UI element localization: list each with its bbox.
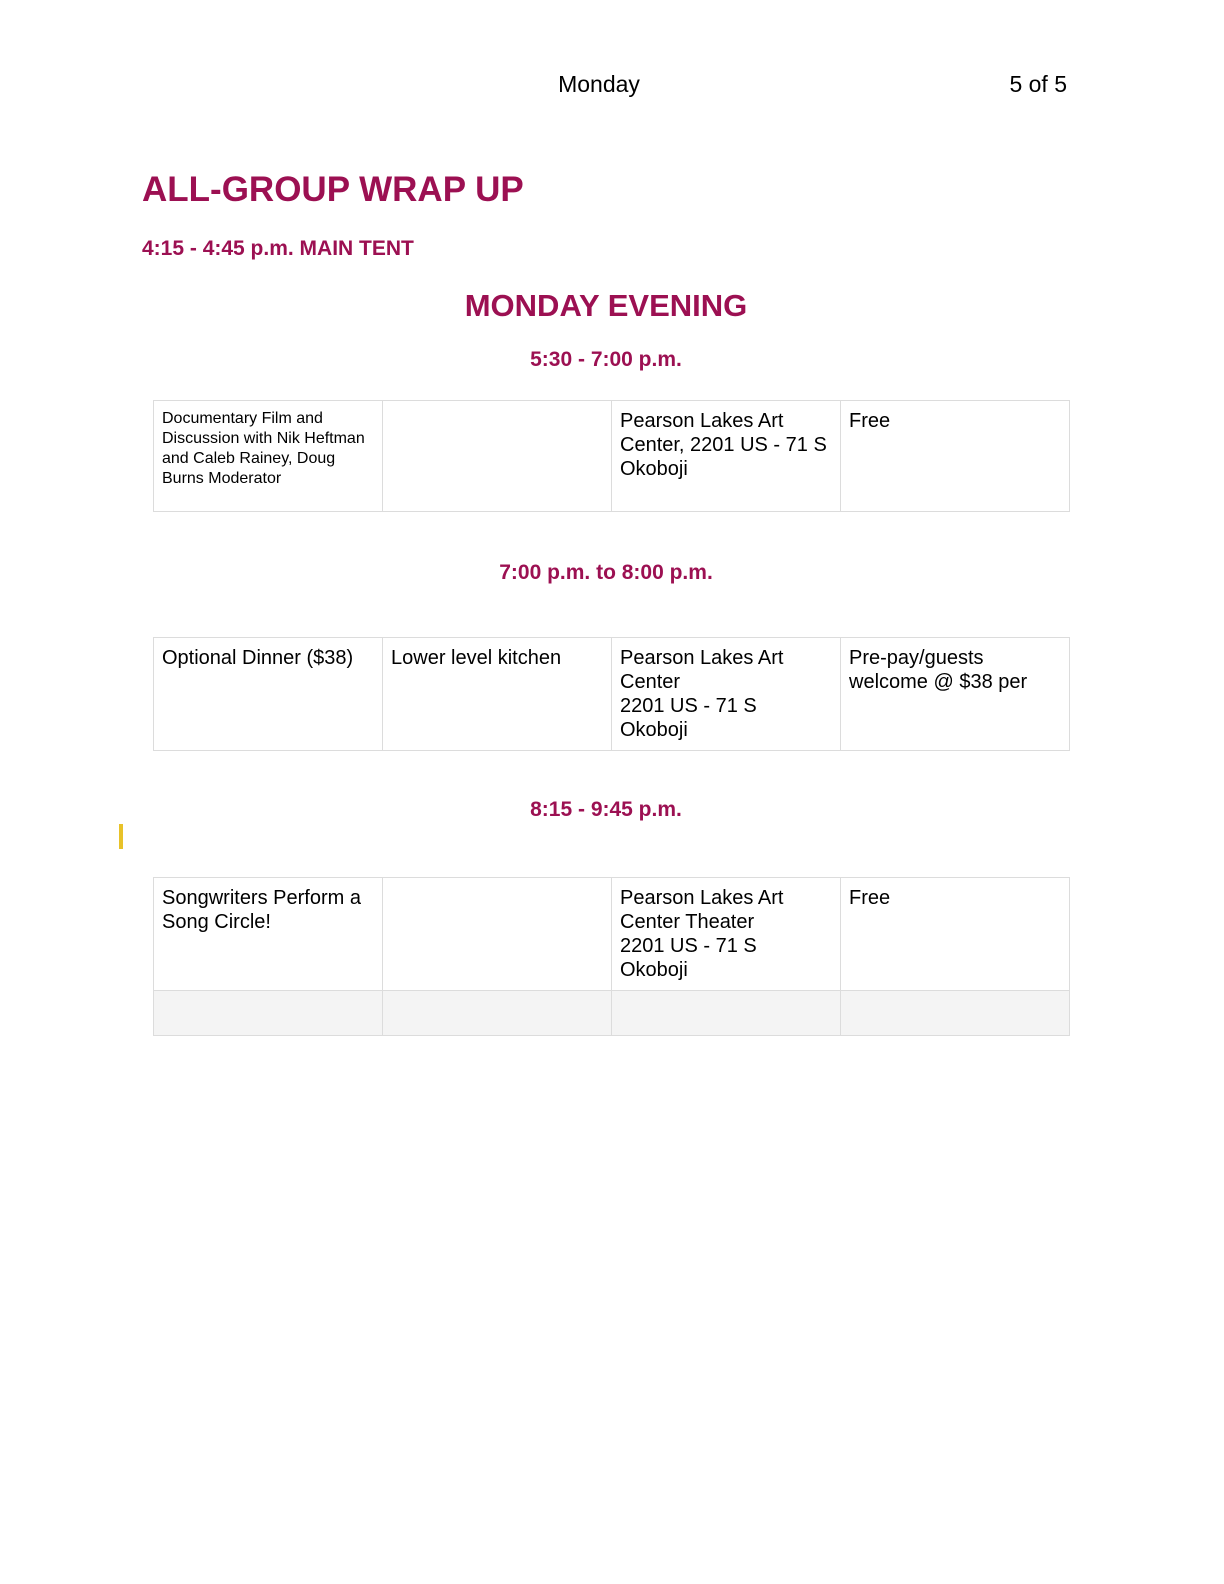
table-row xyxy=(154,878,1070,991)
empty-cell[interactable] xyxy=(612,991,841,1036)
session-table xyxy=(153,400,1070,512)
empty-table-row xyxy=(154,991,1070,1036)
running-header-title: Monday xyxy=(558,71,640,97)
event-cell[interactable]: Songwriters Perform a Song Circle! xyxy=(154,878,383,991)
table-row xyxy=(154,638,1070,751)
event-cell[interactable]: Optional Dinner ($38) xyxy=(154,638,383,751)
session-time-heading: 7:00 p.m. to 8:00 p.m. xyxy=(499,561,713,584)
session-table xyxy=(153,637,1070,751)
location-line: Pearson Lakes Art Center Theater xyxy=(620,887,784,933)
empty-cell[interactable] xyxy=(841,991,1070,1036)
wrap-up-time: 4:15 - 4:45 p.m. MAIN TENT xyxy=(142,237,414,260)
empty-cell[interactable] xyxy=(383,991,612,1036)
location-cell[interactable]: Pearson Lakes Art Center, 2201 US - 71 S Okoboji xyxy=(612,401,841,512)
location-cell[interactable] xyxy=(612,638,841,751)
location-line: Pearson Lakes Art Center xyxy=(620,647,784,693)
detail-cell[interactable] xyxy=(383,878,612,991)
event-cell[interactable]: Documentary Film and Discussion with Nik Heftman and Caleb Rainey, Doug Burns Moderator xyxy=(154,401,383,512)
page-indicator: 5 of 5 xyxy=(1009,71,1067,97)
change-bar-marker xyxy=(119,824,123,849)
cost-cell[interactable]: Free xyxy=(841,878,1070,991)
location-cell[interactable] xyxy=(612,878,841,991)
detail-cell[interactable]: Lower level kitchen xyxy=(383,638,612,751)
location-line: 2201 US - 71 S xyxy=(620,695,757,717)
location-line: Okoboji xyxy=(620,959,688,981)
evening-heading: MONDAY EVENING xyxy=(464,288,748,323)
empty-cell[interactable] xyxy=(154,991,383,1036)
cost-cell[interactable]: Pre-pay/guests welcome @ $38 per xyxy=(841,638,1070,751)
session-time-heading: 5:30 - 7:00 p.m. xyxy=(530,348,682,371)
table-row xyxy=(154,401,1070,512)
location-line: 2201 US - 71 S xyxy=(620,935,757,957)
wrap-up-heading: ALL-GROUP WRAP UP xyxy=(142,170,524,209)
detail-cell[interactable] xyxy=(383,401,612,512)
session-time-heading: 8:15 - 9:45 p.m. xyxy=(530,798,682,821)
cost-cell[interactable]: Free xyxy=(841,401,1070,512)
session-table xyxy=(153,877,1070,1036)
location-line: Okoboji xyxy=(620,719,688,741)
